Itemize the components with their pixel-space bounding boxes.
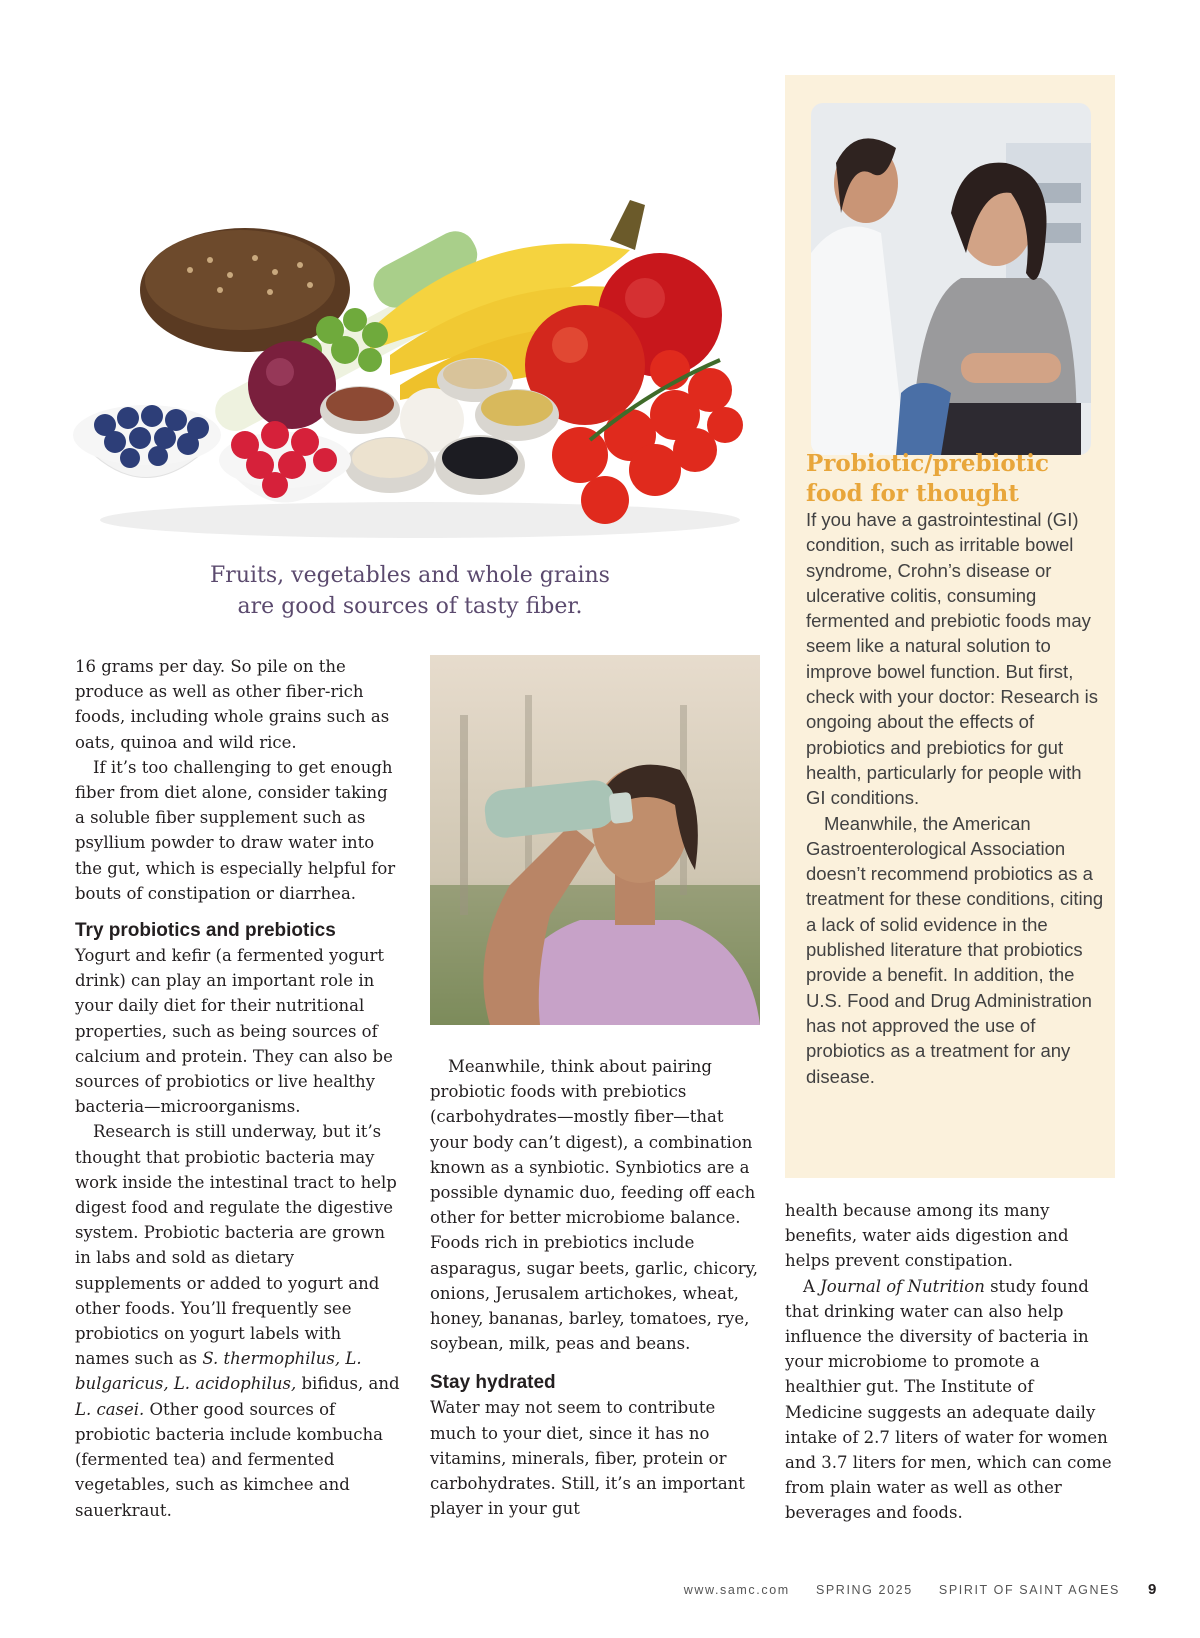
column-1 [75,654,400,1523]
doctor-patient-photo [811,103,1091,455]
text-run: A [803,1276,821,1296]
sidebar-title-line-1: Probiotic/prebiotic [806,450,1050,477]
text-run: bifidus, and [296,1374,400,1394]
sidebar-paragraph: Meanwhile, the American Gastroenterological Association doesn’t recommend probiotics as a treatment for these conditions, citing a lack of solid evidence in the published literature that probiotics provide a benefit. In addition, the U.S. Food and Drug Administration has not approved the use of probiotics as a treatment for any disease. [806,812,1104,1087]
woman-drinking-water-photo [430,655,760,1025]
paragraph [785,1274,1115,1526]
sidebar-box [785,75,1115,1178]
sidebar-paragraph: If you have a gastrointestinal (GI) condition, such as irritable bowel syndrome, Crohn’s disease or ulcerative colitis, consuming fermented and prebiotic foods may seem like a natural solution to improve bowel function. But first, check with your doctor: Research is ongoing about the effects of probiotics and prebiotics for gut health, particularly for people with GI conditions. [806,509,1099,809]
text-run: Research is still underway, but it’s thought that probiotic bacteria may work inside the intestinal tract to help digest food and regulate the digestive system. Probiotic bacteria are grown in labs and sold as dietary supplements or added to yogurt and other foods. You’ll frequently see probiotics on yogurt labels with names such as [75,1122,397,1369]
sidebar-title [806,449,1106,509]
caption-text: Fruits, vegetables and whole grains are good sources of tasty fiber. [210,563,610,619]
paragraph: Water may not seem to contribute much to your diet, since it has no vitamins, minerals, fiber, protein or carbohydrates. Still, it’s an important player in your gut [430,1398,745,1519]
column-3 [785,1198,1115,1526]
section-heading-hydration: Stay hydrated [430,1372,556,1394]
paragraph: If it’s too challenging to get enough fiber from diet alone, consider taking a soluble fiber supplement such as psyllium powder to draw water into the gut, which is especially helpful for bouts of constipation or diarrhea. [75,757,396,903]
food-photo [70,180,750,545]
paragraph: Meanwhile, think about pairing probiotic foods with prebiotics (carbohydrates—mostly fiber—that your body can’t digest), a combination known as a synbiotic. Synbiotics are a possible dynamic duo, feeding off each other for better microbiome balance. Foods rich in prebiotics include asparagus, sugar beets, garlic, chicory, onions, Jerusalem artichokes, wheat, honey, bananas, barley, tomatoes, rye, soybean, milk, peas and beans. [430,1057,759,1354]
text-run: study found that drinking water can also help influence the diversity of bacteria in your microbiome to promote a healthier gut. The Institute of Medicine suggests an adequate daily intake of 2.7 liters of water for women and 3.7 liters for men, which can come from plain water as well as other beverages and foods. [785,1276,1112,1523]
section-heading-probiotics: Try probiotics and prebiotics [75,920,336,942]
paragraph [75,1119,400,1522]
paragraph: Yogurt and kefir (a fermented yogurt drink) can play an important role in your daily diet for their nutritional properties, such as being sources of calcium and protein. They can also be sources of probiotics or live healthy bacteria—microorganisms. [75,946,393,1117]
page-number: 9 [1148,1581,1157,1598]
species-name: L. casei. [75,1399,145,1419]
text-run: Other good sources of probiotic bacteria include kombucha (fermented tea) and fermented vegetables, such as kimchee and sauerkraut. [75,1399,383,1520]
page-footer [600,1583,1120,1597]
footer-issue: SPRING 2025 [815,1583,913,1597]
species-names: S. thermophilus, L. bulgaricus, L. acidophilus, [75,1349,362,1394]
sidebar-body [806,507,1106,1089]
footer-publication: SPIRIT OF SAINT AGNES [938,1583,1120,1597]
paragraph: health because among its many benefits, water aids digestion and helps prevent constipation. [785,1201,1069,1271]
column-2 [430,1054,760,1521]
paragraph: 16 grams per day. So pile on the produce as well as other fiber-rich foods, including whole grains such as oats, quinoa and wild rice. [75,657,390,752]
journal-name: Journal of Nutrition [820,1276,985,1296]
sidebar-title-line-2: food for thought [806,480,1019,507]
footer-website: www.samc.com [683,1583,790,1597]
image-caption [195,560,625,622]
